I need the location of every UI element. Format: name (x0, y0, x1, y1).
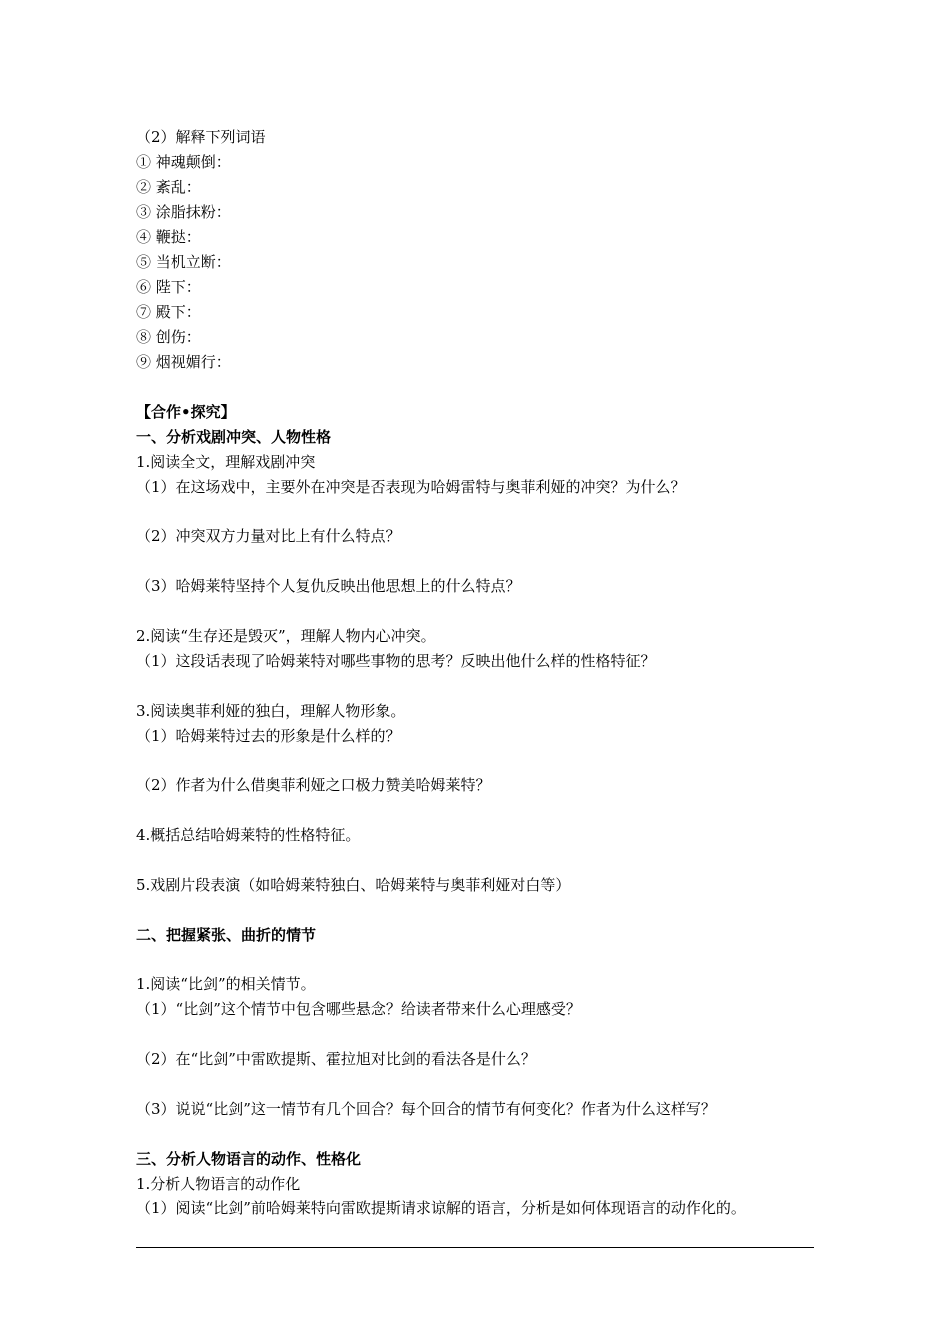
sub-question: （1）阅读“比剑”前哈姆莱特向雷欧提斯请求谅解的语言，分析是如何体现语言的动作化的。 (136, 1199, 746, 1217)
sub-question: （3）说说“比剑”这一情节有几个回合？每个回合的情节有何变化？作者为什么这样写？ (136, 1100, 716, 1118)
sub-question: （1）“比剑”这个情节中包含哪些悬念？给读者带来什么心理感受？ (136, 1000, 581, 1018)
question: 1.阅读全文，理解戏剧冲突 (136, 453, 316, 471)
part-title: 二、把握紧张、曲折的情节 (136, 926, 317, 944)
question: 4.概括总结哈姆莱特的性格特征。 (136, 826, 361, 844)
part-title: 一、分析戏剧冲突、人物性格 (136, 428, 332, 446)
vocab-item: ③ 涂脂抹粉： (136, 203, 231, 221)
vocab-item: ⑦ 殿下： (136, 303, 201, 321)
vocab-item: ④ 鞭挞： (136, 228, 201, 246)
sub-question: （1）哈姆莱特过去的形象是什么样的？ (136, 727, 401, 745)
sub-question: （1）在这场戏中，主要外在冲突是否表现为哈姆雷特与奥菲利娅的冲突？为什么？ (136, 478, 686, 496)
vocab-item: ⑨ 烟视媚行： (136, 353, 231, 371)
vocab-item: ① 神魂颠倒： (136, 153, 231, 171)
vocab-item: ⑧ 创伤： (136, 328, 201, 346)
sub-question: （3）哈姆莱特坚持个人复仇反映出他思想上的什么特点？ (136, 577, 521, 595)
part-title: 三、分析人物语言的动作、性格化 (136, 1150, 362, 1168)
sub-question: （2）冲突双方力量对比上有什么特点？ (136, 527, 401, 545)
vocab-heading: （2）解释下列词语 (136, 128, 266, 146)
footer-divider (136, 1247, 814, 1248)
sub-question: （1）这段话表现了哈姆莱特对哪些事物的思考？反映出他什么样的性格特征？ (136, 652, 656, 670)
question: 3.阅读奥菲利娅的独白，理解人物形象。 (136, 702, 406, 720)
question: 1.分析人物语言的动作化 (136, 1175, 301, 1193)
vocab-item: ⑥ 陛下： (136, 278, 201, 296)
section-heading: 【合作•探究】 (136, 403, 236, 421)
question: 2.阅读“生存还是毁灭”，理解人物内心冲突。 (136, 627, 436, 645)
vocab-item: ② 紊乱： (136, 178, 201, 196)
question: 1.阅读“比剑”的相关情节。 (136, 975, 316, 993)
question: 5.戏剧片段表演（如哈姆莱特独白、哈姆莱特与奥菲利娅对白等） (136, 876, 571, 894)
vocab-item: ⑤ 当机立断： (136, 253, 231, 271)
sub-question: （2）作者为什么借奥菲利娅之口极力赞美哈姆莱特？ (136, 776, 491, 794)
sub-question: （2）在“比剑”中雷欧提斯、霍拉旭对比剑的看法各是什么？ (136, 1050, 536, 1068)
